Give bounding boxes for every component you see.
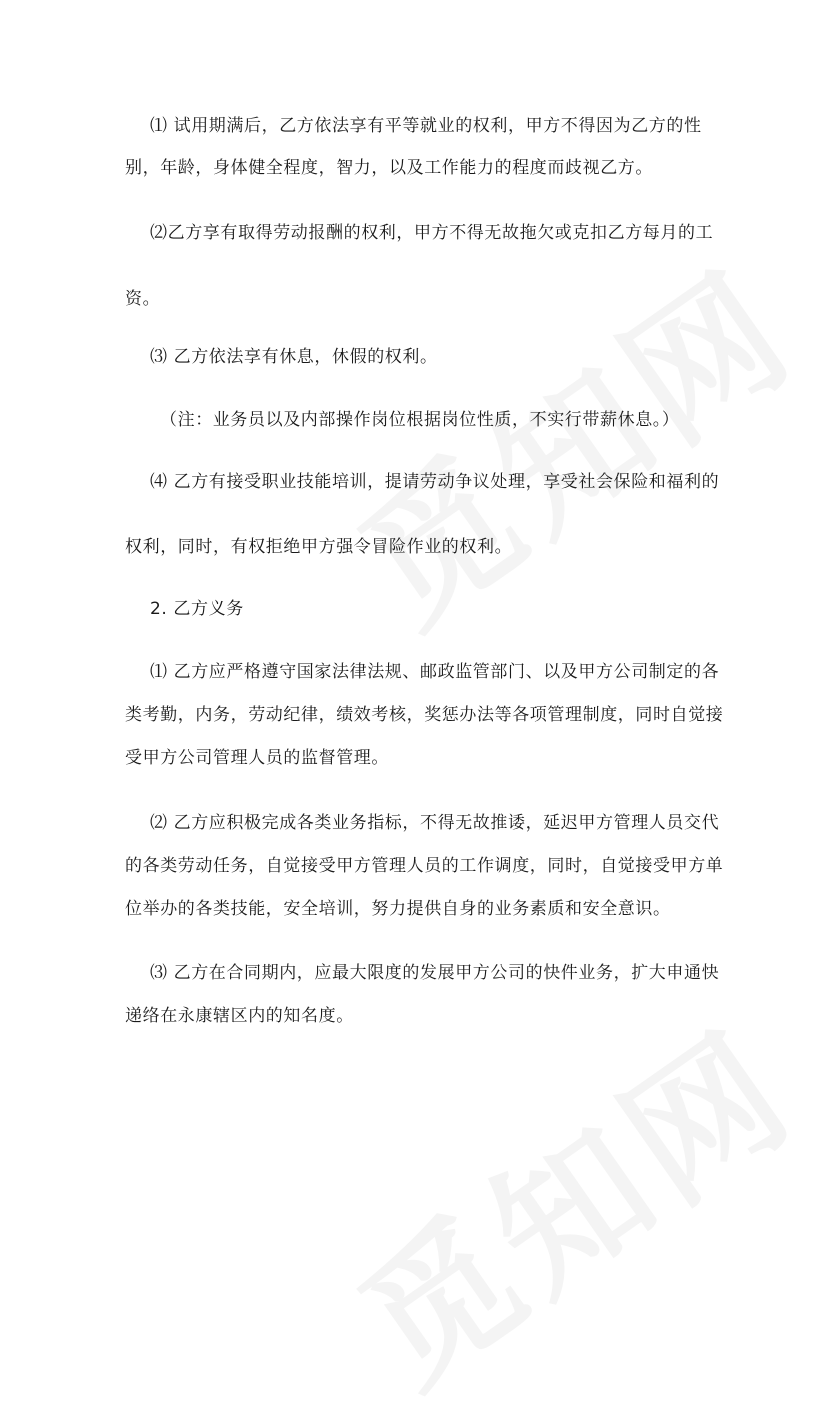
paragraph-line: 位举办的各类技能，安全培训，努力提供自身的业务素质和安全意识。 [125,899,671,919]
paragraph-line: ⑵乙方享有取得劳动报酬的权利，甲方不得无故拖欠或克扣乙方每月的工 [150,223,714,243]
paragraph-line: 资。 [125,289,161,309]
paragraph-line: ⑴ 乙方应严格遵守国家法律法规、邮政监管部门、以及甲方公司制定的各 [150,662,720,682]
paragraph-line: ⑶ 乙方在合同期内，应最大限度的发展甲方公司的快件业务，扩大申通快 [150,963,720,983]
paragraph-line: 别，年龄，身体健全程度，智力，以及工作能力的程度而歧视乙方。 [125,158,653,178]
paragraph-line: 类考勤，内务，劳动纪律，绩效考核，奖惩办法等各项管理制度，同时自觉接 [125,705,724,725]
paragraph-line: 递络在永康辖区内的知名度。 [125,1006,354,1026]
section-heading: 2. 乙方义务 [150,599,244,619]
note-line: （注：业务员以及内部操作岗位根据岗位性质，不实行带薪休息。） [160,410,680,430]
paragraph-line: ⑵ 乙方应积极完成各类业务指标，不得无故推诿，延迟甲方管理人员交代 [150,813,720,833]
watermark [311,212,828,664]
paragraph-line: ⑶ 乙方依法享有休息，休假的权利。 [150,347,438,367]
watermark [311,972,828,1424]
paragraph-line: ⑴ 试用期满后，乙方依法享有平等就业的权利，甲方不得因为乙方的性 [150,116,702,136]
paragraph-line: 的各类劳动任务，自觉接受甲方管理人员的工作调度，同时，自觉接受甲方单 [125,856,724,876]
paragraph-line: 受甲方公司管理人员的监督管理。 [125,748,389,768]
paragraph-line: 权利，同时，有权拒绝甲方强令冒险作业的权利。 [125,537,513,557]
paragraph-line: ⑷ 乙方有接受职业技能培训，提请劳动争议处理，享受社会保险和福利的 [150,472,720,492]
